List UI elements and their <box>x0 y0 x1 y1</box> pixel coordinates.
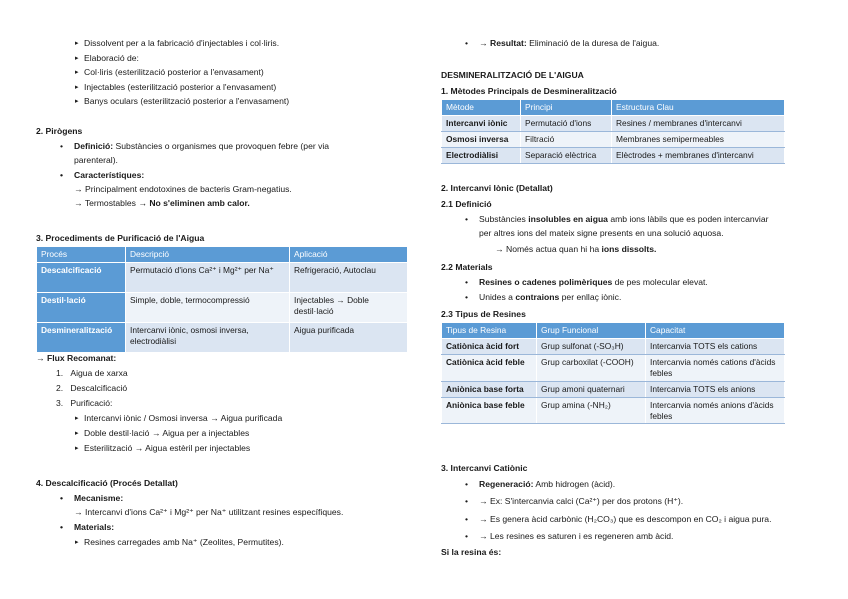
table-cell: Filtració <box>521 131 612 147</box>
table-row <box>442 147 785 163</box>
column-header: Tipus de Resina <box>442 323 537 339</box>
section-heading-procediments: 3. Procediments de Purificació de l'Aigua <box>36 233 205 243</box>
subsection-heading: 2.2 Materials <box>441 262 493 272</box>
table-cell: Intercanvia TOTS els cations <box>646 338 785 354</box>
column-header: Procés <box>37 247 126 263</box>
table-row <box>442 131 785 147</box>
text: → Només actua quan hi ha <box>495 244 602 254</box>
table-row <box>442 354 785 381</box>
list-item: • Característiques: <box>74 170 144 181</box>
list-item: ▸ Dissolvent per a la fabricació d'injectables i col·liris. <box>84 38 279 49</box>
list-item <box>479 214 768 225</box>
table-cell: Resines / membranes d'intercanvi <box>612 115 785 131</box>
table-cell: Catiònica àcid feble <box>442 354 537 381</box>
table-row <box>442 338 785 354</box>
flux-heading: → Flux Recomanat: <box>36 353 117 363</box>
column-header: Descripció <box>126 247 290 263</box>
column-header: Grup Funcional <box>537 323 646 339</box>
subsection-heading: 2.3 Tipus de Resines <box>441 309 526 319</box>
def-label: Definició: <box>74 141 114 151</box>
procediments-table <box>36 246 408 353</box>
section-heading-intercanvi: 2. Intercanvi Iònic (Detallat) <box>441 183 553 193</box>
table-row <box>442 397 785 424</box>
list-item: ▸ Esterilització → Aigua estèril per injectables <box>84 443 250 454</box>
table-row <box>37 322 408 352</box>
text-bold: → Resultat: <box>479 38 527 48</box>
table-row <box>37 262 408 292</box>
table-row <box>442 381 785 397</box>
text: Eliminació de la duresa de l'aigua. <box>526 38 660 48</box>
column-header: Aplicació <box>290 247 408 263</box>
table-cell: Grup amoni quaternari <box>537 381 646 397</box>
table-cell: Descalcificació <box>37 262 126 292</box>
metodes-table <box>441 99 785 164</box>
table-header-row <box>442 100 785 116</box>
tipus-resina-table <box>441 322 785 424</box>
list-item: • Materials: <box>74 522 114 533</box>
text-bold: contraions <box>515 292 560 302</box>
table-cell: Elèctrodes + membranes d'intercanvi <box>612 147 785 163</box>
table-cell: Osmosi inversa <box>442 131 521 147</box>
list-item: ▸ Doble destil·lació → Aigua per a injectables <box>84 428 249 439</box>
column-header: Estructura Clau <box>612 100 785 116</box>
table-cell: Desmineralització <box>37 322 126 352</box>
list-item <box>479 292 621 303</box>
table-cell: Intercanvia només cations d'àcids febles <box>646 354 785 381</box>
list-item: ▸ Resines carregades amb Na⁺ (Zeolites, Permutites). <box>84 537 284 548</box>
table-cell: Permutació d'ions Ca²⁺ i Mg²⁺ per Na⁺ <box>126 262 290 292</box>
column-header: Mètode <box>442 100 521 116</box>
text-bold: ions dissolts. <box>601 244 657 254</box>
step-text: Descalcificació <box>70 383 128 393</box>
table-cell: Aniònica base forta <box>442 381 537 397</box>
list-item: • → Es genera àcid carbònic (H₂CO₃) que es descompon en CO₂ i aigua pura. <box>479 514 771 525</box>
list-item: 1. Aigua de xarxa <box>56 368 128 378</box>
list-item <box>479 38 659 49</box>
list-item <box>479 479 615 490</box>
table-row <box>37 292 408 322</box>
text-line: per altres ions del mateix signe presents en una solució aquosa. <box>479 228 724 238</box>
text: de pes molecular elevat. <box>612 277 708 287</box>
text-prefix: → Termostables → <box>74 198 150 208</box>
table-cell: Aigua purificada <box>290 322 408 352</box>
table-header-row <box>37 247 408 263</box>
table-cell: Grup sulfonat (-SO₃H) <box>537 338 646 354</box>
section-heading-desmineralitzacio: DESMINERALITZACIÓ DE L'AIGUA <box>441 70 584 80</box>
section-heading-intercanvi-cationic: 3. Intercanvi Catiònic <box>441 463 528 473</box>
text-line <box>74 198 250 209</box>
table-cell: Simple, doble, termocompressió <box>126 292 290 322</box>
list-item: ▸ Intercanvi iònic / Osmosi inversa → Aigua purificada <box>84 413 282 424</box>
table-cell: Refrigeració, Autoclau <box>290 262 408 292</box>
list-item: • → Ex: S'intercanvia calci (Ca²⁺) per dos protons (H⁺). <box>479 496 683 507</box>
table-cell: Injectables → Doble destil·lació <box>290 292 408 322</box>
column-header: Principi <box>521 100 612 116</box>
table-cell: Intercanvi iònic, osmosi inversa, electrodiàlisi <box>126 322 290 352</box>
table-cell: Separació elèctrica <box>521 147 612 163</box>
table-cell: Intercanvia TOTS els anions <box>646 381 785 397</box>
text-line: parenteral). <box>74 155 118 165</box>
table-cell: Electrodiàlisi <box>442 147 521 163</box>
text-bold: No s'eliminen amb calor. <box>149 198 250 208</box>
text-line: → Intercanvi d'ions Ca²⁺ i Mg²⁺ per Na⁺ utilitzant resines específiques. <box>74 507 344 517</box>
def-text: Substàncies o organismes que provoquen febre (per via <box>113 141 330 151</box>
column-header: Capacitat <box>646 323 785 339</box>
text-bold: Regeneració: <box>479 479 534 489</box>
section-heading-pirogens: 2. Pirògens <box>36 126 83 136</box>
step-text: Purificació: <box>70 398 113 408</box>
table-cell: Aniònica base feble <box>442 397 537 424</box>
subsection-heading: 2.1 Definició <box>441 199 492 209</box>
table-cell: Grup amina (-NH₂) <box>537 397 646 424</box>
text-bold: Resines o cadenes polimèriques <box>479 277 613 287</box>
text: Substàncies <box>479 214 529 224</box>
text: amb ions làbils que es poden intercanviar <box>607 214 769 224</box>
table-cell: Destil·lació <box>37 292 126 322</box>
table-cell: Permutació d'ions <box>521 115 612 131</box>
list-item: ▸ Banys oculars (esterilització posterior a l'envasament) <box>84 96 289 107</box>
table-cell: Grup carboxilat (-COOH) <box>537 354 646 381</box>
list-item: 3. Purificació: <box>56 398 113 408</box>
list-item: ▸ Col·liris (esterilització posterior a l'envasament) <box>84 67 264 78</box>
list-item: ▸ Elaboració de: <box>84 53 139 64</box>
list-item: ▸ Injectables (esterilització posterior a l'envasament) <box>84 82 276 93</box>
table-cell: Catiònica àcid fort <box>442 338 537 354</box>
table-cell: Intercanvia només anions d'àcids febles <box>646 397 785 424</box>
list-item: 2. Descalcificació <box>56 383 128 393</box>
text-line: Si la resina és: <box>441 547 502 557</box>
text-line <box>495 244 656 255</box>
table-cell: Membranes semipermeables <box>612 131 785 147</box>
table-header-row <box>442 323 785 339</box>
table-row <box>442 115 785 131</box>
section-heading-descalcificacio: 4. Descalcificació (Procés Detallat) <box>36 478 178 488</box>
list-item: • → Les resines es saturen i es regeneren amb àcid. <box>479 531 673 542</box>
list-item <box>479 277 708 288</box>
text: Unides a <box>479 292 516 302</box>
text: per enllaç iònic. <box>559 292 622 302</box>
text-line: → Principalment endotoxines de bacteris Gram-negatius. <box>74 184 292 194</box>
text: Amb hidrogen (àcid). <box>533 479 616 489</box>
subsection-heading: 1. Mètodes Principals de Desmineralització <box>441 86 617 96</box>
text-bold: insolubles en aigua <box>528 214 608 224</box>
table-cell: Intercanvi iònic <box>442 115 521 131</box>
step-text: Aigua de xarxa <box>70 368 128 378</box>
list-item: • Mecanisme: <box>74 493 123 504</box>
list-item <box>74 141 329 152</box>
